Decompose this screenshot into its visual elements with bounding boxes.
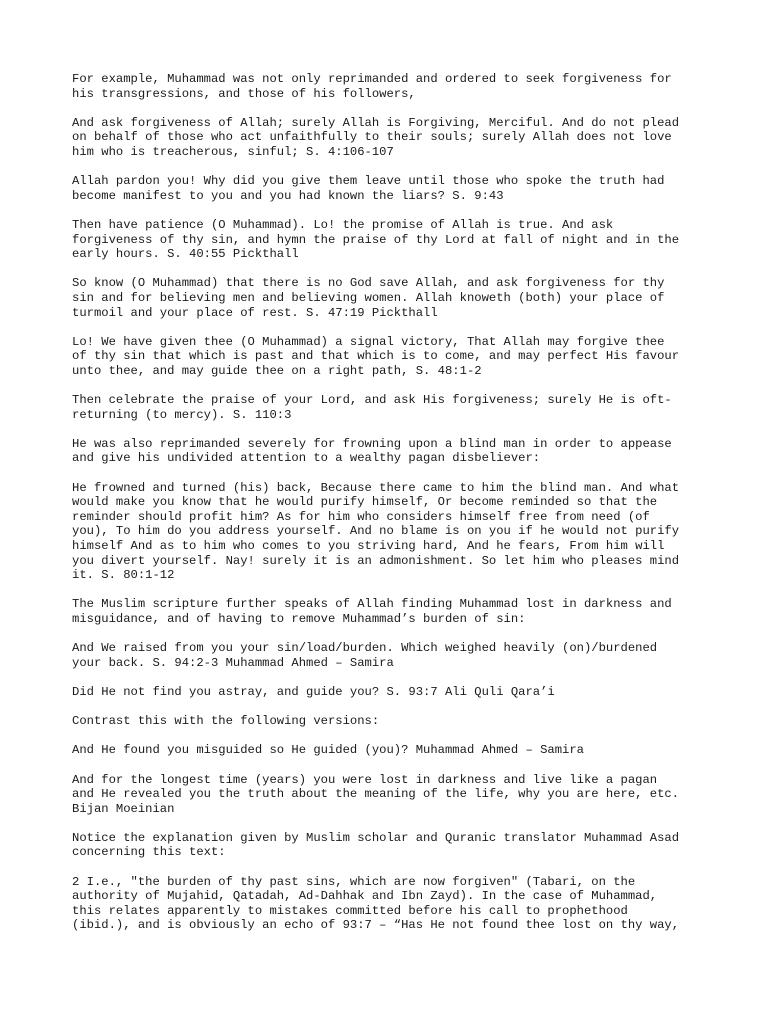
paragraph-darkness: The Muslim scripture further speaks of Allah finding Muhammad lost in darkness and misguidance, and of having to remove Muhammad’s burden of sin: [72, 597, 672, 626]
quote-s47-19: So know (O Muhammad) that there is no God save Allah, and ask forgiveness for thy sin and for believing men and believing women. Allah knoweth (both) your place of turmoil and your place of rest. S. 47:19 Pickthall [72, 276, 665, 320]
quote-s94-2-3: And We raised from you your sin/load/burden. Which weighed heavily (on)/burdened your back. S. 94:2-3 Muhammad Ahmed – Samira [72, 641, 658, 670]
paragraph-asad-intro: Notice the explanation given by Muslim scholar and Quranic translator Muhammad Asad concerning this text: [72, 830, 680, 860]
quote-moeinian: And for the longest time (years) you were lost in darkness and live like a pagan and He revealed you the truth about the meaning of the life, why you are here, etc. Bijan Moeinian [72, 772, 680, 816]
quote-misguided: And He found you misguided so He guided (you)? Muhammad Ahmed – Samira [72, 743, 584, 758]
quote-s80-1-12: He frowned and turned (his) back, Because there came to him the blind man. And what would make you know that he would purify himself, Or become reminded so that the reminder should profit him? As for him who considers himself free from need (of you), To him do you address yourself. And no blame is on you if he would not purify himself And as to him who comes to you striving hard, And he fears, From him will you divert yourself. Nay! surely it is an admonishment. So let him who pleases mind it. S. 80:1-12 [72, 480, 680, 583]
quote-s40-55: Then have patience (O Muhammad). Lo! the promise of Allah is true. And ask forgiveness of thy sin, and hymn the praise of thy Lord at fall of night and in the early hours. S. 40:55 Pickthall [72, 217, 680, 262]
paragraph-contrast: Contrast this with the following versions: [72, 714, 380, 729]
quote-s48-1-2: Lo! We have given thee (O Muhammad) a signal victory, That Allah may forgive thee of thy sin that which is past and that which is to come, and may perfect His favour unto thee, and may guide thee on a right path, S. 48:1-2 [72, 334, 680, 378]
quote-s93-7: Did He not find you astray, and guide you? S. 93:7 Ali Quli Qara’i [72, 684, 555, 699]
quote-s110-3: Then celebrate the praise of your Lord, and ask His forgiveness; surely He is oft- returning (to mercy). S. 110:3 [72, 393, 672, 422]
quote-s4-106-107: And ask forgiveness of Allah; surely Allah is Forgiving, Merciful. And do not plead on behalf of those who act unfaithfully to their souls; surely Allah does not love him who is treacherous, sinful; S. 4:106-107 [72, 115, 680, 159]
document-page [72, 72, 712, 948]
paragraph-intro: For example, Muhammad was not only reprimanded and ordered to seek forgiveness for his transgressions, and those of his followers, [72, 72, 672, 101]
paragraph-blind-man: He was also reprimanded severely for frowning upon a blind man in order to appease and give his undivided attention to a wealthy pagan disbeliever: [72, 436, 672, 466]
footnote-asad: 2 I.e., "the burden of thy past sins, which are now forgiven" (Tabari, on the authority of Mujahid, Qatadah, Ad-Dahhak and Ibn Zayd). In the case of Muhammad, this relates apparently to mistakes committed before his call to prophethood (ibid.), and is obviously an echo of 93:7 – “Has He not found thee lost on thy way, [72, 874, 680, 933]
quote-s9-43: Allah pardon you! Why did you give them leave until those who spoke the truth had become manifest to you and you had known the liars? S. 9:43 [72, 174, 665, 203]
